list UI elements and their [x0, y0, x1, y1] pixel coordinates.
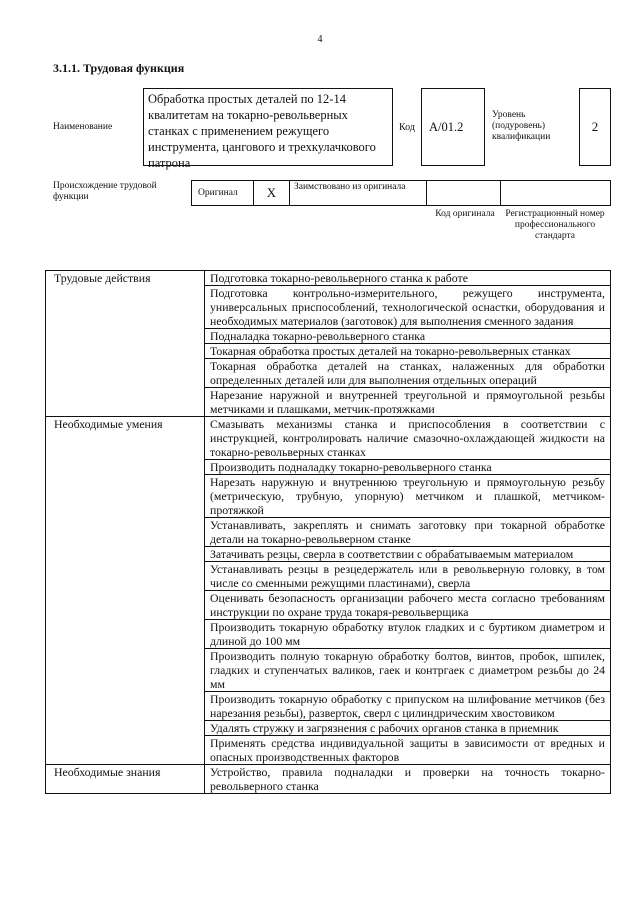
section-item: Подготовка контрольно-измерительного, режущего инструмента, универсальных приспособлений, технологической оснастки, оборудования и необходимых материалов (заготовок) для выполнения сменного задания — [205, 286, 611, 329]
section-title: 3.1.1. Трудовая функция — [53, 61, 185, 75]
section-item: Подготовка токарно-револьверного станка к работе — [205, 271, 611, 286]
page-number: 4 — [317, 34, 323, 45]
level-label: Уровень (подуровень) квалификации — [492, 110, 551, 142]
level-value: 2 — [591, 119, 599, 134]
section-item: Нарезание наружной и внутренней треугольной и прямоугольной резьбы метчиками и плашками, метчик-протяжками — [205, 388, 611, 417]
original-cell — [192, 181, 254, 205]
section-item: Устанавливать, закреплять и снимать заготовку при токарной обработке детали на токарно-револьверном станке — [205, 518, 611, 547]
section-item: Производить токарную обработку с припуском на шлифование метчиков (без нарезания резьбы), разверток, сверл с цилиндрическим хвостовиком — [205, 692, 611, 721]
section-item: Удалять стружку и загрязнения с рабочих органов станка в приемник — [205, 721, 611, 736]
origin-row — [191, 180, 611, 206]
section-label: Необходимые умения — [46, 417, 205, 765]
section-item: Применять средства индивидуальной защиты в зависимости от вредных и опасных производственных факторов — [205, 736, 611, 765]
function-table — [45, 270, 611, 794]
section-item: Оценивать безопасность организации рабочего места согласно требованиям инструкции по охране труда токаря-револьверщика — [205, 591, 611, 620]
section-item: Производить полную токарную обработку болтов, винтов, пробок, шпилек, гладких и ступенчатых валиков, гаек и контргаек с диаметром резьбы до 24 мм — [205, 649, 611, 692]
section-item: Устройство, правила подналадки и проверки на точность токарно-револьверного станка — [205, 765, 611, 794]
original-mark-cell — [254, 181, 290, 205]
origin-label: Происхождение трудовой функции — [53, 181, 157, 202]
reg-number-caption: Регистрационный номер профессионального стандарта — [505, 209, 605, 241]
code-original-caption: Код оригинала — [435, 209, 495, 219]
table-row — [46, 271, 611, 286]
table-row — [46, 765, 611, 794]
section-item: Производить токарную обработку втулок гладких и с буртиком диаметром и длиной до 100 мм — [205, 620, 611, 649]
function-name — [143, 88, 393, 170]
section-item: Производить подналадку токарно-револьверного станка — [205, 460, 611, 475]
section-item: Устанавливать резцы в резцедержатель или в револьверную головку, в том числе со сменными режущими пластинами), сверла — [205, 562, 611, 591]
section-label: Трудовые действия — [46, 271, 205, 417]
borrowed-label: Заимствовано из оригинала — [294, 182, 406, 192]
section-item: Подналадка токарно-револьверного станка — [205, 329, 611, 344]
code-label: Код — [399, 122, 415, 133]
function-name-text: Обработка простых деталей по 12-14 квалитетам на токарно-револьверных станках с применением режущего инструмента, цангового и трехкулачкового патрона — [148, 92, 376, 170]
code-original-cell — [427, 181, 501, 205]
level-box — [579, 88, 611, 166]
section-label: Необходимые знания — [46, 765, 205, 794]
section-item: Токарная обработка простых деталей на токарно-револьверных станках — [205, 344, 611, 359]
name-label: Наименование — [53, 122, 113, 132]
borrowed-cell — [290, 181, 427, 205]
original-label: Оригинал — [198, 188, 238, 198]
section-item: Затачивать резцы, сверла в соответствии с обрабатываемым материалом — [205, 547, 611, 562]
reg-number-cell — [501, 181, 610, 205]
section-item: Нарезать наружную и внутреннюю треугольную и прямоугольную резьбу (метрическую, трубную, упорную) метчиком и плашкой, метчиком-протяжкой — [205, 475, 611, 518]
table-row — [46, 417, 611, 460]
section-item: Токарная обработка деталей на станках, налаженных для обработки определенных деталей или для выполнения отдельных операций — [205, 359, 611, 388]
original-mark: X — [266, 185, 277, 200]
code-value: A/01.2 — [429, 119, 464, 134]
section-item: Смазывать механизмы станка и приспособления в соответствии с инструкцией, контролировать наличие смазочно-охлаждающей жидкости на токарно-револьверных станках — [205, 417, 611, 460]
code-box — [421, 88, 485, 166]
